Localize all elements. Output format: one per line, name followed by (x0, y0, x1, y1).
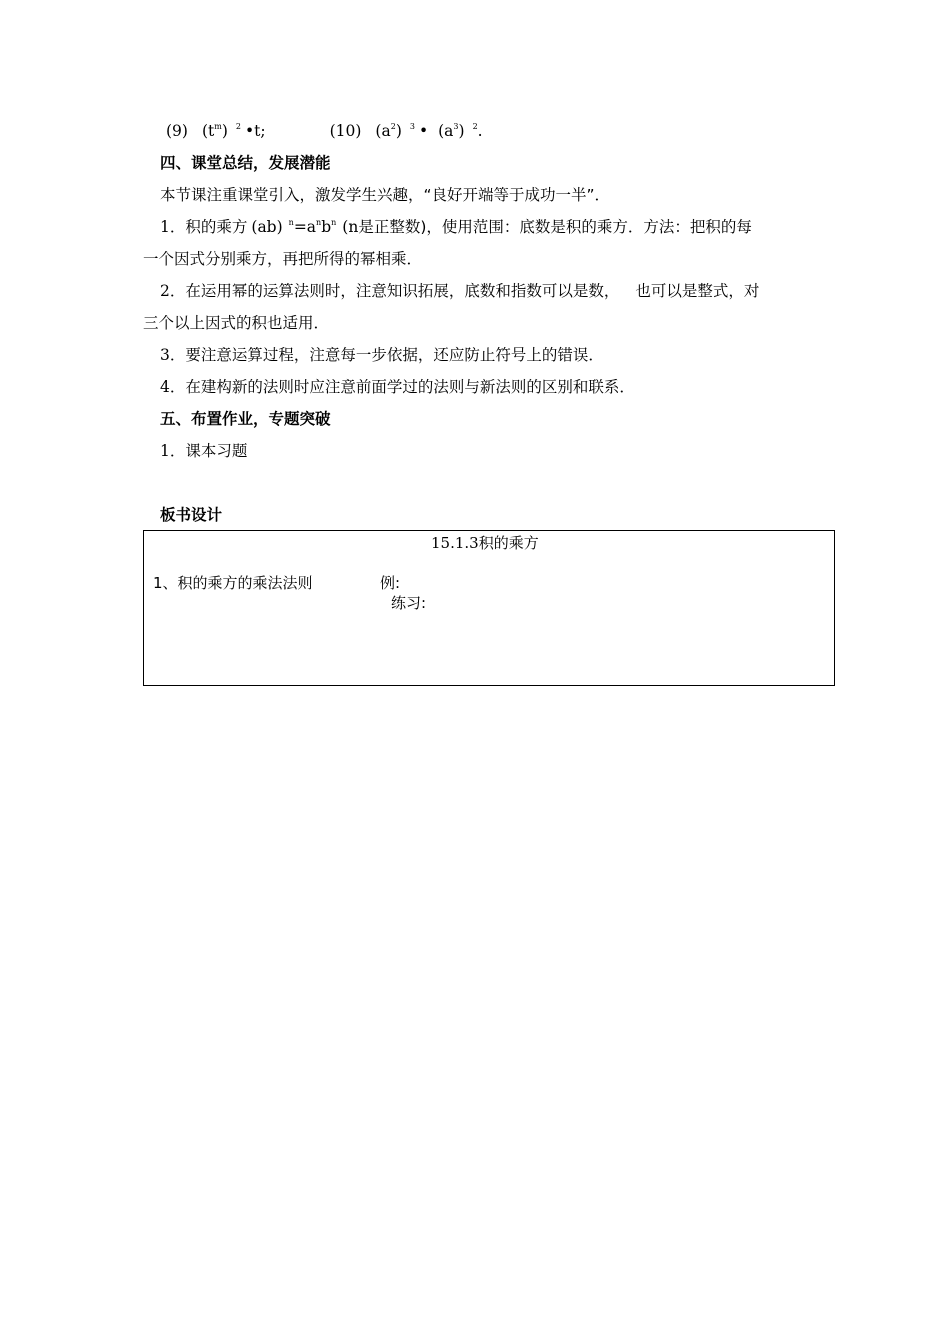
point-3-text: 要注意运算过程，注意每一步依据，还应防止符号上的错误． (185, 346, 604, 364)
point-1-exponent-n2: n (316, 218, 322, 227)
point-2-number: 2． (160, 282, 186, 300)
point-1-exponent-n1: n (288, 218, 294, 227)
point-1-formula-base: (ab) (251, 218, 283, 236)
exercise-10-a1-close: ) (395, 122, 402, 140)
homework-item-1-number: 1． (160, 442, 186, 460)
section-4-intro: 本节课注重课堂引入，激发学生兴趣，“良好开端等于成功一半”． (160, 186, 611, 204)
board-example: 例: (380, 574, 401, 592)
board-title (431, 533, 539, 553)
point-1-number: 1． (160, 218, 186, 236)
board-title-number: 15.1.3 (431, 534, 479, 552)
board-design-box (143, 530, 835, 686)
point-1-pre: 积的乘方 (185, 218, 248, 236)
exercise-10-a1-exponent: 2 (390, 122, 396, 131)
point-2-text-b: 也可以是整式，对 (635, 282, 760, 300)
exercise-10-a2-outer-exponent: 2 (472, 122, 478, 131)
point-2-text-a: 在运用幂的运算法则时，注意知识拓展，底数和指数可以是数， (185, 282, 620, 300)
board-heading: 板书设计 (160, 506, 223, 524)
homework-item-1-text: 课本习题 (185, 442, 248, 460)
point-4-text: 在建构新的法则时应注意前面学过的法则与新法则的区别和联系． (185, 378, 635, 396)
exercise-10-a2: (a (438, 122, 454, 140)
exercise-10-dot: • (418, 122, 429, 140)
point-1-b: b (321, 218, 332, 236)
exercise-9-outer-exponent: 2 (235, 122, 241, 131)
exercise-9-base: (t (201, 122, 215, 140)
point-1-line-1 (160, 217, 752, 237)
point-2-line-2: 三个以上因式的积也适用． (143, 314, 330, 332)
point-3 (160, 345, 604, 365)
board-title-text: 积的乘方 (478, 534, 539, 552)
point-1-equals: =a (293, 218, 317, 236)
exercise-9-close: ) (221, 122, 228, 140)
exercise-9-rest: •t; (245, 122, 266, 140)
board-rule: 1、积的乘方的乘法法则 (153, 574, 313, 592)
exercise-10-a2-close: ) (458, 122, 465, 140)
section-5-heading: 五、布置作业，专题突破 (160, 410, 331, 428)
point-1-exponent-n3: n (331, 218, 337, 227)
exercise-10-a1-outer-exponent: 3 (409, 122, 415, 131)
exercise-10-a2-exponent: 3 (453, 122, 459, 131)
point-1-line-2: 一个因式分别乘方，再把所得的幂相乘． (143, 250, 423, 268)
point-1-condition-open: (n (342, 218, 359, 236)
board-practice: 练习: (391, 594, 427, 612)
exercise-10-label: (10) (329, 122, 362, 140)
exercise-line (166, 121, 483, 141)
exercise-9-inner-exponent: m (214, 122, 222, 131)
point-3-number: 3． (160, 346, 186, 364)
point-4-number: 4． (160, 378, 186, 396)
exercise-9-label: (9) (166, 122, 188, 140)
point-4 (160, 377, 635, 397)
section-4-heading: 四、课堂总结，发展潜能 (160, 154, 331, 172)
point-1-condition-text: 是正整数)，使用范围：底数是积的乘方．方法：把积的每 (358, 218, 752, 236)
exercise-10-a1: (a (375, 122, 391, 140)
homework-item-1 (160, 441, 247, 461)
point-2-line-1 (160, 281, 759, 301)
exercise-10-end: . (477, 122, 483, 140)
